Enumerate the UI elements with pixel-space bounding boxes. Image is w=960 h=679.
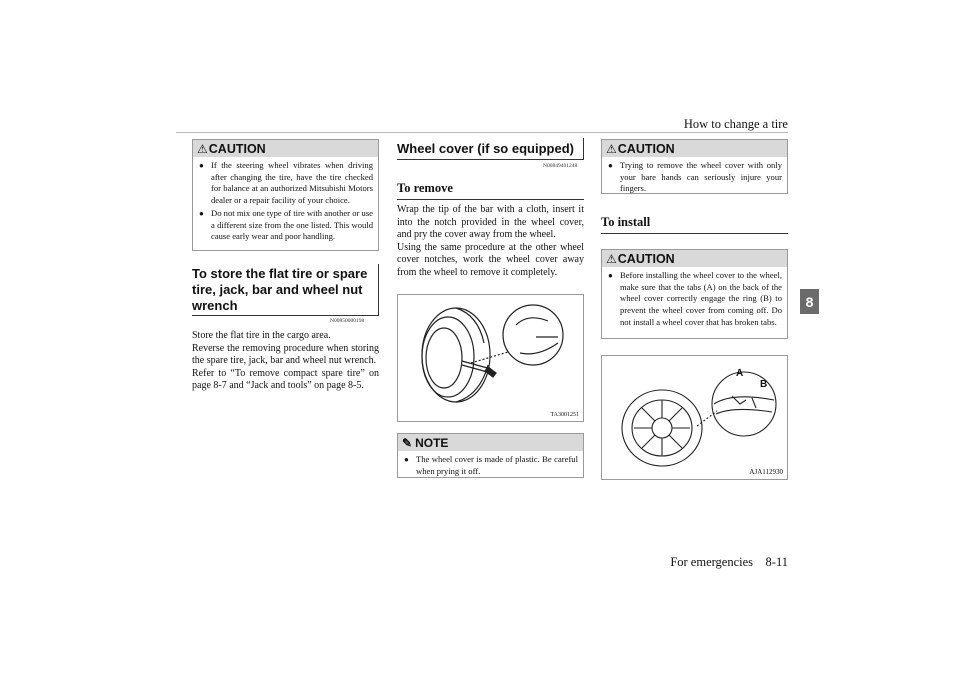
figure-id: TA3001251 [550,412,579,418]
subsection-title-to-install: To install [601,215,788,234]
caution-heading: CAUTION [617,141,675,156]
running-header: How to change a tire [683,117,788,131]
caution-header [193,140,378,157]
section-title-wheel-cover: Wheel cover (if so equipped) [397,138,584,160]
pencil-check-icon: ✎ [402,435,413,450]
figure-install-wheel-cover [601,355,788,480]
footer-page-number: 8-11 [765,555,788,569]
paragraph: Wrap the tip of the bar with a cloth, insert it into the notch provided in the wheel cover, and pry the cover away from the wheel. [397,204,584,241]
paragraph: Store the flat tire in the cargo area. [192,330,331,341]
section-title-store-tire: To store the flat tire or spare tire, jack, bar and wheel nut wrench [192,264,379,316]
subsection-title-to-remove: To remove [397,181,584,200]
paragraph: Reverse the removing procedure when storing the spare tire, jack, bar and wheel nut wrench. [192,342,379,367]
paragraph: Using the same procedure at the other wheel cover notches, work the wheel cover away from the wheel to remove it completely. [397,241,584,278]
wheel-cover-install-illustration [602,356,787,479]
figure-remove-wheel-cover [397,294,584,422]
note-header [398,434,583,451]
note-heading: NOTE [415,435,449,450]
chapter-tab[interactable]: 8 [800,289,819,314]
note-item: ● The wheel cover is made of plastic. Be careful when prying it off. [398,454,583,477]
header-rule [176,132,788,133]
paragraph: Refer to “To remove compact spare tire” on page 8-7 and “Jack and tools” on page 8-5. [192,367,379,392]
warning-triangle-icon: ⚠ [606,141,617,156]
warning-triangle-icon: ⚠ [197,141,208,156]
caution-header [602,140,787,157]
caution-item: ● If the steering wheel vibrates when driving after changing the tire, have the tire checked for balance at an authorized Mitsubishi Motors dealer or a repair facility of your choice. [193,160,378,207]
store-tire-body [192,330,379,393]
caution-item: ● Before installing the wheel cover to the wheel, make sure that the tabs (A) on the back of the wheel cover correctly engage the ring (B) to prevent the wheel cover from coming off. Do not install a wheel cover that has broken tabs. [602,270,787,329]
figure-id: AJA112930 [749,468,783,476]
to-remove-body [397,204,584,280]
caution-item: ● Do not mix one type of tire with another or use a different size from the one listed. This would cause early wear and poor handling. [193,208,378,243]
caution-heading: CAUTION [617,251,675,266]
caution-heading: CAUTION [208,141,266,156]
footer-section: For emergencies [670,555,754,569]
caution-box-tire-balance [192,139,379,251]
doc-id: N00849401248 [543,163,578,169]
warning-triangle-icon: ⚠ [606,251,617,266]
page-footer [670,555,788,570]
caution-box-tabs [601,249,788,339]
tire-pry-illustration [398,295,583,421]
note-box-plastic [397,433,584,478]
caution-item: ● Trying to remove the wheel cover with only your bare hands can seriously injure your fingers. [602,160,787,195]
caution-box-bare-hands [601,139,788,194]
figure-label-b: B [760,379,768,390]
doc-id: N00850000198 [330,318,365,324]
caution-header [602,250,787,267]
figure-label-a: A [736,368,744,379]
